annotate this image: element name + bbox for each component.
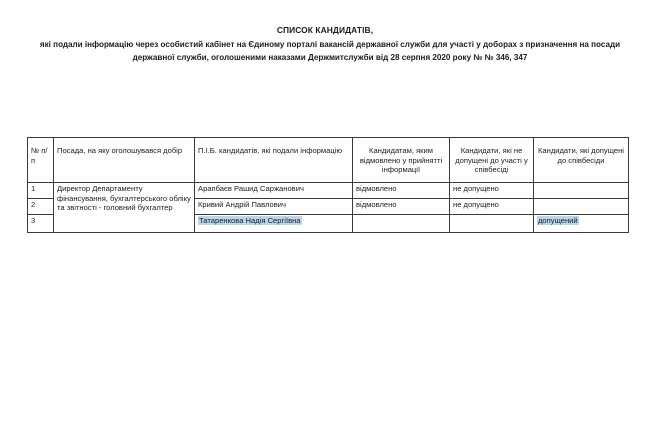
highlighted-status: допущений xyxy=(538,216,578,225)
cell-name xyxy=(195,215,353,233)
cell-number: 1 xyxy=(28,183,54,199)
header-number: № п/п xyxy=(28,138,54,183)
header-admitted: Кандидати, які допущені до співбесіди xyxy=(534,138,629,183)
header-not-admitted: Кандидати, які не допущені до участі у співбесіді xyxy=(450,138,534,183)
cell-number: 3 xyxy=(28,215,54,233)
table-row xyxy=(28,183,629,199)
header-position: Посада, на яку оголошувався добір xyxy=(54,138,195,183)
document-title: СПИСОК КАНДИДАТІВ, xyxy=(276,25,374,35)
cell-not-admitted: не допущено xyxy=(450,199,534,215)
cell-refused: відмовлено xyxy=(353,199,450,215)
table-header-row xyxy=(28,138,629,183)
candidates-table xyxy=(27,137,629,233)
document-subtitle-line2: державної служби, оголошеними наказами Держмитслужби від 28 серпня 2020 року № № 346, 347 xyxy=(132,53,528,62)
cell-refused: відмовлено xyxy=(353,183,450,199)
highlighted-name: Татаренкова Надія Сергіївна xyxy=(199,216,301,225)
cell-admitted xyxy=(534,199,629,215)
cell-not-admitted xyxy=(450,215,534,233)
cell-position: Директор Департаменту фінансування, бухгалтерського обліку та звітності - головний бухгалтер xyxy=(54,183,195,233)
cell-refused xyxy=(353,215,450,233)
document-subtitle-line1: які подали інформацію через особистий кабінет на Єдиному порталі вакансій державної служби для участі у доборах з призначення на посади xyxy=(39,40,621,49)
cell-not-admitted: не допущено xyxy=(450,183,534,199)
cell-admitted xyxy=(534,215,629,233)
header-name: П.І.Б. кандидатів, які подали інформацію xyxy=(195,138,353,183)
cell-name: Арапбаєв Рашид Саржанович xyxy=(195,183,353,199)
cell-number: 2 xyxy=(28,199,54,215)
cell-name: Кривий Андрій Павлович xyxy=(195,199,353,215)
header-refused: Кандидатам, яким відмовлено у прийнятті інформації xyxy=(353,138,450,183)
cell-admitted xyxy=(534,183,629,199)
